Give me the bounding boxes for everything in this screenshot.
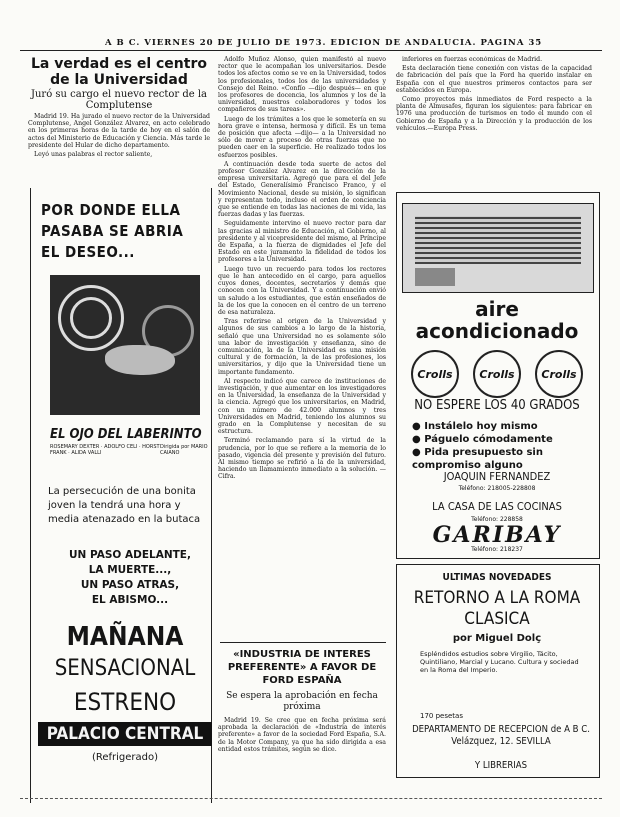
aircon-brand-phone: Teléfono: 218237 [471,546,523,553]
header-rule [20,50,602,51]
aircon-bullet-1-text: Instálelo hoy mismo [424,421,538,432]
ford-cont-p2: Esta declaración tiene conexión con vistas de la capacidad de fabricación del país que la Ford ha querido instalar en España con el que nuestros primeros contactos para ser establecidos en Europa. [396,65,592,94]
aircon-title-1: aire [475,297,519,321]
article-cont-p1: Adolfo Muñoz Alonso, quien manifestó al nuevo rector que le acompañan los universitarios. Desde todos los afectos como se ve en la Universidad, todos los profesionales, todos los de las universidades y Consejo del Reino. «Confío —dijo después— en que los profesores de docencia, los alumnos y los de la universidad, nuestros colaboradores y todos los compañeros de sus tareas». [218,56,386,114]
page-header: A B C. VIERNES 20 DE JULIO DE 1973. EDICION DE ANDALUCIA. PAGINA 35 [105,38,543,48]
aircon-title-2: acondicionado [415,319,579,343]
article-university-title: La verdad es el centro de la Universidad [31,56,207,88]
article-cont-p3: A continuación desde toda suerte de actos del profesor González Alvarez en la dirección de la empresa universitaria. Agregó que para el del Jefe del Estado, Generalísimo Francisco Franco, y el Movimiento Nacional, desde su misión, lo significan y representan todo, incluso el orden de conciencia que se entiende en todas las naciones de mi vida, las fuerzas dadas y las fuerzas. [218,160,386,219]
aircon-store: LA CASA DE LAS COCINAS [432,500,562,513]
crolls-logo-1: Crolls [411,350,459,398]
article-cont-p7: Al respecto indicó que carece de instituciones de investigación, y que aumentar en los investigadores en la Universidad, la enseñanza de la Universidad y la ciencia. Agregó que los universitarios, en Madrid, con un número de 42.000 alumnos y tres Universidades en Madrid, teniendo los alumnos su grado en la Complutense y necesitan de su estructura. [218,377,386,436]
article-cont-p5: Luego tuvo un recuerdo para todos los rectores que le han antecedido en el cargo, para aquellos cuyos dones, docentes, secretarios y demás que conocen con la Universidad. Y a continuación envió un saludo a los estudiantes, que están enseñados de la de los que la conocen en el centro de un terreno de esa naturaleza. [218,265,386,316]
movie-line-4: EL ABISMO... [91,594,169,606]
movie-poster-image [50,275,200,415]
aircon-unit-image [402,203,594,293]
article-cont-p6: Tras referirse al origen de la Universidad y algunos de sus cambios a lo largo de la historia, señaló que una Universidad no es solamente sólo una labor de investigación y enseñanza, sino de comunicación, la de la Universidad es una misión cultural y de formación, la de las profesiones, los universitarios, y dijo que la Universidad tiene un importante fundamento. [218,318,386,376]
article-university-continued [218,56,386,639]
article-university-body2: Leyó unas palabras el rector saliente, [34,151,153,159]
ford-cont-p1: inferiores en fuerzas económicas de Madrid. [402,56,543,63]
article-divider [220,642,386,643]
aircon-bullets [412,420,592,472]
books-heading: ULTIMAS NOVEDADES [442,572,552,583]
movie-lines [50,548,210,608]
article-cont-p2: Luego de los trámites a los que le sometería en su hora grave e intensa, hermosa y difícil. Es un tema de posición que afecta —dijo— a la Universidad no sólo de mover a proceso de otras fuerzas que no pueden caer en la superficie. He realizado todos los esfuerzos posibles. [218,115,386,159]
aircon-no-espere: NO ESPERE LOS 40 GRADOS [414,398,580,413]
books-author: por Miguel Dolç [452,633,542,644]
aircon-store-phone: Teléfono: 228858 [471,516,523,523]
article-ford-title: «INDUSTRIA DE INTERES PREFERENTE» A FAVOR DE FORD ESPAÑA [227,649,377,686]
movie-line-2: LA MUERTE..., [88,564,172,576]
article-university-subtitle: Juró su cargo el nuevo rector de la Complutense [30,89,208,111]
aircon-brand: GARIBAY [432,522,562,548]
article-ford-continued [396,56,592,186]
aircon-bullet-3-text: Pida presupuesto sin compromiso alguno [412,447,543,471]
crolls-logo-3: Crolls [535,350,583,398]
article-ford-body: Madrid 19. Se cree que en fecha próxima será aprobada la declaración de «Industria de interés preferente» a favor de la sociedad Ford España, S.A. de la Motor Company, ya que ha sido dirigida a esa entidad estos trámites, según se dice. [218,717,386,753]
article-cont-p8: Terminó reclamando para sí la virtud de la prudencia, por lo que se refiere a la memoria de lo pasado, vigencia del presente y previsión del futuro. Al mismo tiempo se refirió a la de la universidad, haciendo un llamamiento inmediato a la solución. —Cifra. [218,437,386,481]
movie-tagline: La persecución de una bonita joven la tendrá una hora y media atenazado en la butaca [48,486,201,525]
ford-cont-p3: Como proyectos más inmediatos de Ford respecto a la planta de Almusafes, figuran los siguientes: para fabricar en 1976 una producción de turismos en todo el mundo con el Gobierno de España y a la Dirección y la producción de los vehículos.—Europa Press. [396,96,592,132]
movie-line-3: UN PASO ATRAS, [80,579,180,591]
bottom-dashed-rule [20,798,602,799]
movie-estreno: ESTRENO [73,688,177,716]
crolls-logo-2: Crolls [473,350,521,398]
article-university-body: Madrid 19. Ha jurado el nuevo rector de la Universidad Complutense, Angel González Alvarez, en acto celebrado en los primeras horas de la tarde de hoy en el salón de actos del Ministerio de Educación y Ciencia. Más tarde le presidente del Hular de dicho departamento. [28,113,210,149]
books-price: 170 pesetas [420,712,463,720]
movie-headline: POR DONDE ELLA PASABA SE ABRIA EL DESEO... [41,201,184,261]
movie-manana: MAÑANA [66,622,184,652]
movie-director: Dirigida por MARIO CAIANO [160,444,208,456]
article-ford [218,648,386,803]
movie-film-title: EL OJO DEL LABERINTO [50,427,202,442]
movie-refrigerado: (Refrigerado) [91,752,159,763]
aircon-logos [404,350,590,398]
books-department-2: Y LIBRERIAS [474,760,528,771]
aircon-contact-name: JOAQUIN FERNANDEZ [443,470,551,483]
aircon-bullet-2-text: Páguelo cómodamente [424,434,553,445]
movie-credits: ROSEMARY DEXTER · ADOLFO CELI · HORST FRANK · ALIDA VALLI [50,444,160,456]
aircon-contact-phone: Teléfono: 218005-228808 [458,485,536,492]
books-title: RETORNO A LA ROMA CLASICA [413,588,581,629]
aircon-bullet-3: ● Pida presupuesto sin compromiso alguno [412,447,543,471]
movie-line-1: UN PASO ADELANTE, [69,549,191,561]
article-cont-p4: Seguidamente intervino el nuevo rector para dar las gracias al ministro de Educación, al Gobierno, al presidente y al vicepresidente del mismo, al Príncipe de España, a la fuerza de dignidades el Jefe del Estado en este juramento la fidelidad de todos los profesores a la Universidad. [218,220,386,264]
movie-sensacional: SENSACIONAL [54,656,196,681]
aircon-bullet-1: ● Instálelo hoy mismo [412,421,538,432]
aircon-bullet-2: ● Páguelo cómodamente [412,434,553,445]
article-ford-subtitle: Se espera la aprobación en fecha próxima [226,691,378,712]
movie-cinema: PALACIO CENTRAL [38,722,212,746]
books-description: Espléndidos estudios sobre Virgilio, Tácito, Quintiliano, Marcial y Lucano. Cultura y sociedad en la Roma del Imperio. [420,650,579,674]
article-university [28,56,210,176]
books-department: DEPARTAMENTO DE RECEPCION de A B C. Velázquez, 12. SEVILLA [412,724,590,747]
